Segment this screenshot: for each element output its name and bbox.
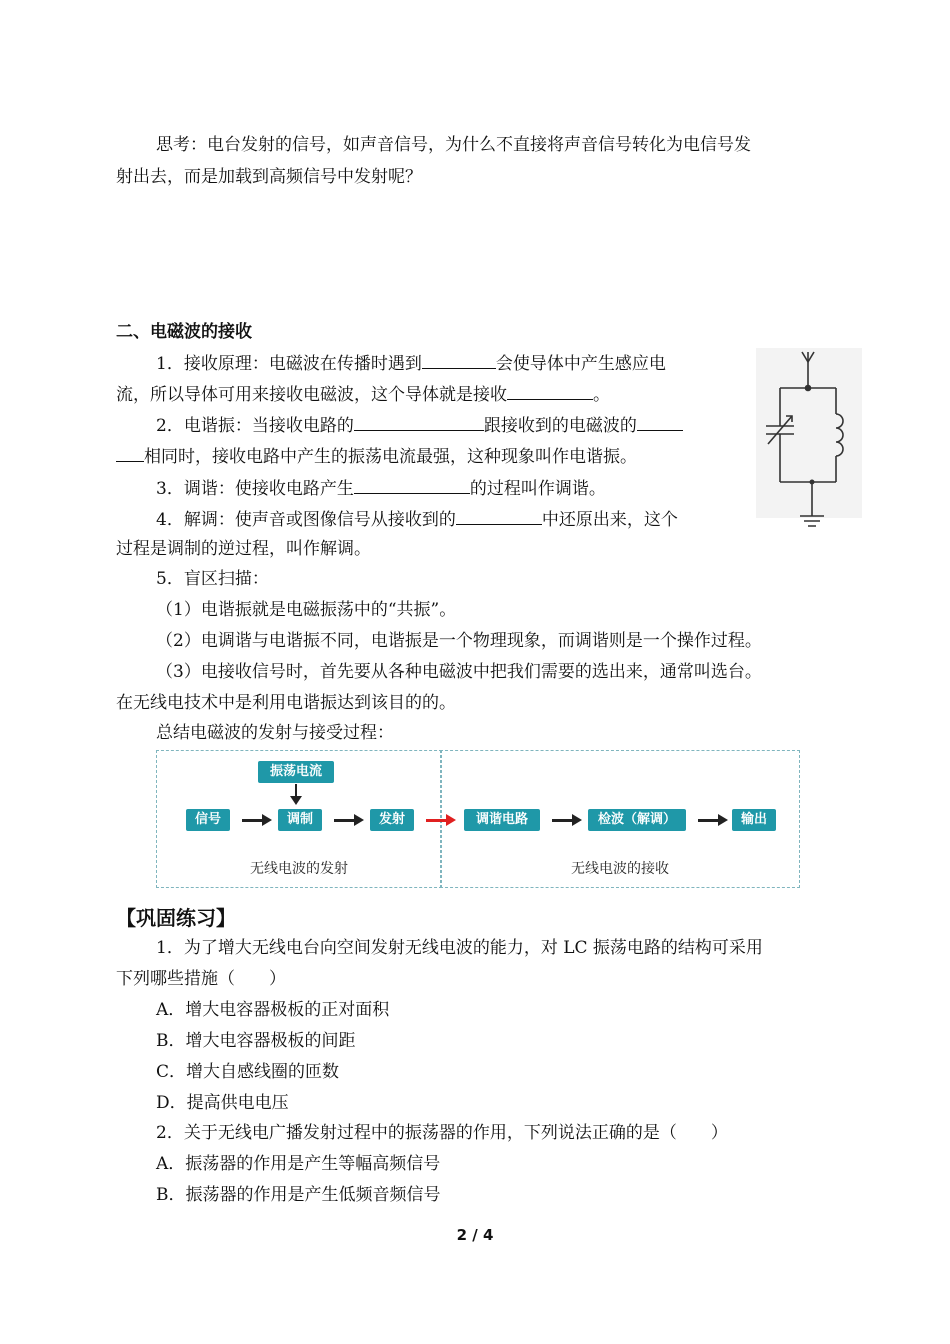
think-line-2: 射出去，而是加载到高频信号中发射呢？ [116, 167, 422, 187]
bottom-node [810, 480, 815, 485]
transmit-box: 发射 [370, 809, 414, 831]
arrow-icon [698, 819, 720, 822]
blank-5 [354, 475, 470, 494]
q1-option-c: C．增大自感线圈的匝数 [156, 1062, 340, 1082]
item5-line: 5．盲区扫描： [156, 569, 269, 589]
blank-2 [507, 381, 593, 400]
item4-line-2: 过程是调制的逆过程，叫作解调。 [116, 539, 371, 559]
note-3-line-2: 在无线电技术中是利用电谐振达到该目的的。 [116, 693, 456, 713]
item2-text-b: 跟接收到的电磁波的 [483, 416, 637, 436]
q1-option-d: D．提高供电电压 [156, 1093, 289, 1113]
oscillation-current-box: 振荡电流 [258, 761, 334, 783]
q2-option-b: B．振荡器的作用是产生低频音频信号 [156, 1185, 441, 1205]
page-number: 2 / 4 [456, 1226, 494, 1244]
q1-option-a: A．增大电容器极板的正对面积 [156, 1000, 390, 1020]
note-2: （2）电调谐与电谐振不同，电谐振是一个物理现象，而调谐则是一个操作过程。 [156, 631, 762, 651]
circuit-background [756, 348, 862, 518]
item3-text-b: 的过程叫作调谐。 [469, 479, 606, 499]
section-heading: 二、电磁波的接收 [116, 322, 252, 342]
output-box: 输出 [732, 809, 776, 831]
signal-box: 信号 [186, 809, 230, 831]
detection-box: 检波（解调） [588, 809, 686, 831]
blank-6 [456, 506, 542, 525]
blank-4a [637, 412, 683, 431]
blank-1 [422, 350, 496, 369]
down-arrow-icon [290, 796, 302, 805]
receive-caption: 无线电波的接收 [571, 861, 669, 877]
lc-circuit-figure [756, 348, 862, 528]
item1-text-a: 1．接收原理：电磁波在传播时遇到 [156, 354, 422, 374]
item3-line [156, 475, 606, 501]
note-3-line-1: （3）电接收信号时，首先要从各种电磁波中把我们需要的选出来，通常叫选台。 [156, 662, 762, 682]
q2-option-a: A．振荡器的作用是产生等幅高频信号 [156, 1154, 441, 1174]
item3-text-a: 3．调谐：使接收电路产生 [156, 479, 354, 499]
item1-line-1 [156, 350, 666, 376]
modulation-box: 调制 [278, 809, 322, 831]
item1-text-c: 流，所以导体可用来接收电磁波，这个导体就是接收 [116, 385, 507, 405]
transmit-caption: 无线电波的发射 [250, 861, 348, 877]
q2-line: 2．关于无线电广播发射过程中的振荡器的作用，下列说法正确的是（ ） [156, 1123, 728, 1143]
item1-line-2 [116, 381, 610, 407]
q1-line-1: 1．为了增大无线电台向空间发射无线电波的能力，对 LC 振荡电路的结构可采用 [156, 938, 763, 958]
em-wave-flow-diagram [156, 750, 800, 888]
item1-text-b: 会使导体中产生感应电 [495, 354, 666, 374]
item4-line-1 [156, 506, 678, 532]
arrow-icon [334, 819, 356, 822]
q1-line-2: 下列哪些措施（ ） [116, 969, 286, 989]
arrow-icon [552, 819, 574, 822]
tuning-circuit-box: 调谐电路 [464, 809, 540, 831]
summary-line: 总结电磁波的发射与接受过程： [156, 723, 394, 743]
blank-4b [116, 443, 144, 462]
blank-3 [354, 412, 484, 431]
practice-heading: 【巩固练习】 [116, 906, 236, 930]
item2-text-c: 相同时，接收电路中产生的振荡电流最强，这种现象叫作电谐振。 [144, 447, 637, 467]
q1-option-b: B．增大电容器极板的间距 [156, 1031, 356, 1051]
item1-text-d: 。 [593, 385, 610, 405]
red-arrow-icon [426, 819, 448, 822]
item2-line-1 [156, 412, 683, 438]
arrow-icon [242, 819, 264, 822]
item4-text-a: 4．解调：使声音或图像信号从接收到的 [156, 510, 456, 530]
item4-text-b: 中还原出来，这个 [541, 510, 678, 530]
item2-line-2 [116, 443, 637, 469]
item2-text-a: 2．电谐振：当接收电路的 [156, 416, 354, 436]
note-1: （1）电谐振就是电磁振荡中的“共振”。 [156, 600, 457, 620]
think-line-1: 思考：电台发射的信号，如声音信号，为什么不直接将声音信号转化为电信号发 [156, 135, 751, 155]
